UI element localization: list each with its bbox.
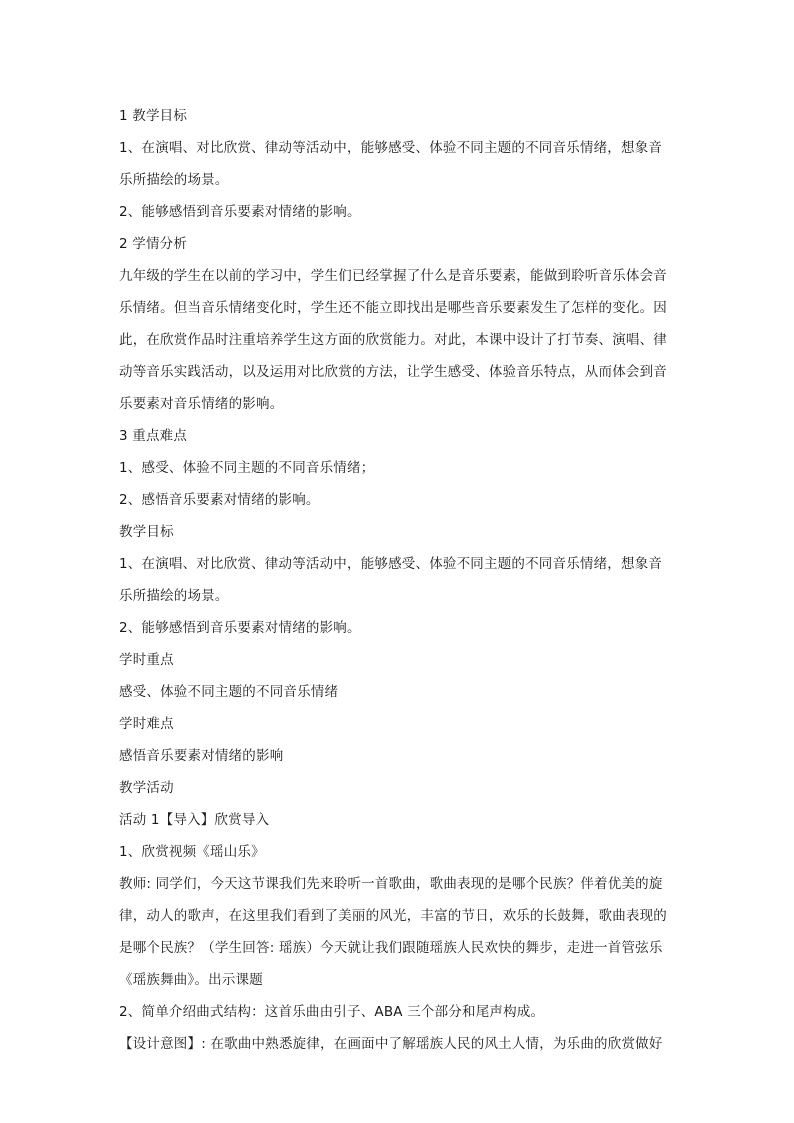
paragraph-session-difficulty — [119, 740, 679, 772]
paragraph-line: 感受、体验不同主题的不同音乐情绪 — [119, 684, 339, 700]
paragraph-line: 1、感受、体验不同主题的不同音乐情绪； — [119, 460, 375, 476]
paragraph-line: 2、能够感悟到音乐要素对情绪的影响。 — [119, 204, 361, 220]
paragraph-line: 2、能够感悟到音乐要素对情绪的影响。 — [119, 620, 361, 636]
paragraph-line: 律，动人的歌声，在这里我们看到了美丽的风光，丰富的节日，欢乐的长鼓舞，歌曲表现的 — [119, 908, 667, 924]
heading-text: 教学目标 — [119, 524, 174, 540]
paragraph-key-point-1 — [119, 452, 679, 484]
paragraph-goal-1 — [119, 132, 679, 196]
paragraph-line: 1、在演唱、对比欣赏、律动等活动中，能够感受、体验不同主题的不同音乐情绪，想象音 — [119, 140, 663, 156]
heading-text: 学时难点 — [119, 716, 174, 732]
heading-teaching-goals-2 — [119, 516, 679, 548]
heading-key-difficulties — [119, 420, 679, 452]
paragraph-line: 乐情绪。但当音乐情绪变化时，学生还不能立即找出是哪些音乐要素发生了怎样的变化。因 — [119, 300, 667, 316]
paragraph-line: 乐所描绘的场景。 — [119, 588, 229, 604]
paragraph-goal-2-repeat — [119, 612, 679, 644]
heading-teaching-activities — [119, 772, 679, 804]
heading-text: 教学活动 — [119, 780, 174, 796]
heading-text: 学时重点 — [119, 652, 174, 668]
paragraph-line: 2、感悟音乐要素对情绪的影响。 — [119, 492, 320, 508]
paragraph-line: 乐要素对音乐情绪的影响。 — [119, 396, 284, 412]
heading-learning-analysis — [119, 228, 679, 260]
paragraph-line: 感悟音乐要素对情绪的影响 — [119, 748, 284, 764]
heading-text: 2 学情分析 — [119, 236, 188, 252]
paragraph-design-intent — [119, 1028, 679, 1060]
paragraph-teacher-script — [119, 868, 679, 996]
heading-teaching-goals-1 — [119, 100, 679, 132]
paragraph-line: 教师: 同学们，今天这节课我们先来聆听一首歌曲，歌曲表现的是哪个民族？伴着优美的旋 — [119, 876, 663, 892]
paragraph-line: 此，在欣赏作品时注重培养学生这方面的欣赏能力。对此，本课中设计了打节奏、演唱、律 — [119, 332, 667, 348]
paragraph-line: 九年级的学生在以前的学习中，学生们已经掌握了什么是音乐要素，能做到聆听音乐体会音 — [119, 268, 667, 284]
paragraph-learning-analysis — [119, 260, 679, 420]
paragraph-activity-step-1 — [119, 836, 679, 868]
paragraph-line: 是哪个民族？（学生回答: 瑶族）今天就让我们跟随瑶族人民欢快的舞步，走进一首管弦乐 — [119, 940, 663, 956]
paragraph-session-focus — [119, 676, 679, 708]
document-page — [119, 100, 679, 1060]
paragraph-activity-step-2 — [119, 996, 679, 1028]
paragraph-line: 1、欣赏视频《瑶山乐》 — [119, 844, 265, 860]
paragraph-line: 动等音乐实践活动，以及运用对比欣赏的方法，让学生感受、体验音乐特点，从而体会到音 — [119, 364, 667, 380]
paragraph-key-point-2 — [119, 484, 679, 516]
heading-session-focus — [119, 644, 679, 676]
heading-text: 活动 1【导入】欣赏导入 — [119, 812, 270, 828]
paragraph-line: 乐所描绘的场景。 — [119, 172, 229, 188]
heading-session-difficulty — [119, 708, 679, 740]
paragraph-line: 1、在演唱、对比欣赏、律动等活动中，能够感受、体验不同主题的不同音乐情绪，想象音 — [119, 556, 663, 572]
paragraph-goal-1-repeat — [119, 548, 679, 612]
paragraph-line: 《瑶族舞曲》。出示课题 — [119, 972, 263, 988]
paragraph-line: 【设计意图】: 在歌曲中熟悉旋律，在画面中了解瑶族人民的风土人情，为乐曲的欣赏做好 — [119, 1036, 663, 1052]
heading-text: 1 教学目标 — [119, 108, 188, 124]
paragraph-goal-2 — [119, 196, 679, 228]
heading-text: 3 重点难点 — [119, 428, 188, 444]
paragraph-line: 2、简单介绍曲式结构：这首乐曲由引子、ABA 三个部分和尾声构成。 — [119, 1004, 545, 1020]
heading-activity-1 — [119, 804, 679, 836]
